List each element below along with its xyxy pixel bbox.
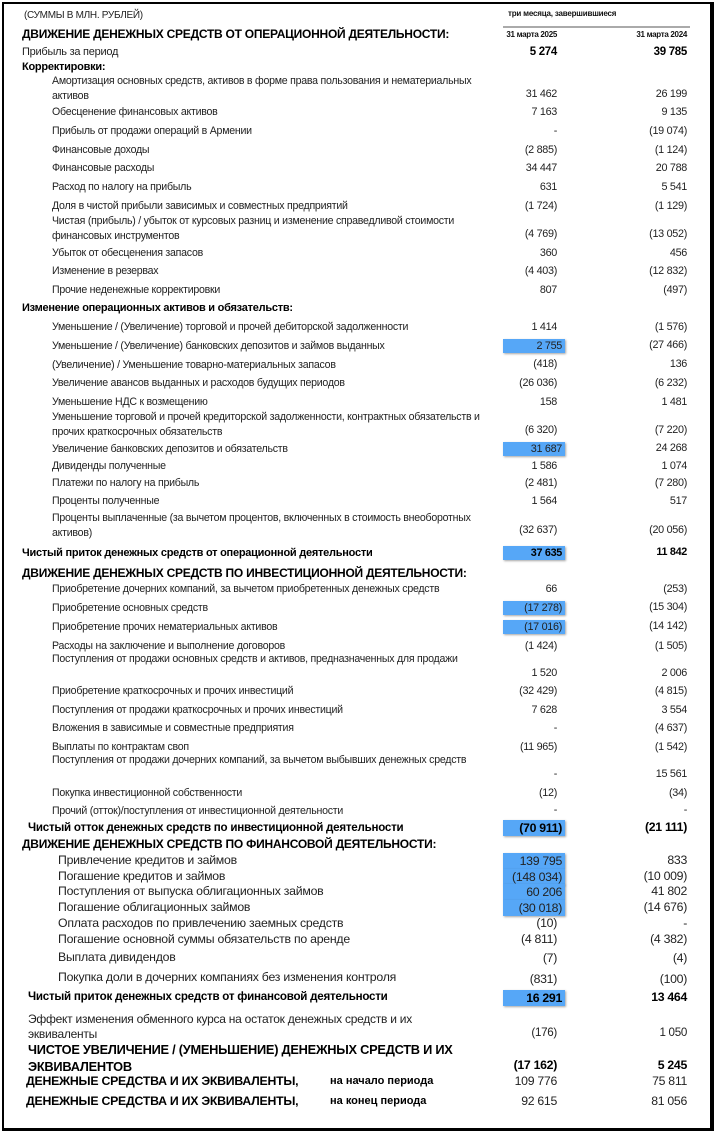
value-2025: 66 [545,583,557,595]
row-label: Чистый приток денежных средств от операционной деятельности [22,547,373,559]
units-note: (СУММЫ В МЛН. РУБЛЕЙ) [24,10,143,21]
row-label: Чистая (прибыль) / убыток от курсовых разниц и изменение справедливой стоимости финансовых инструментов [52,215,455,242]
value-2024: - [683,804,687,816]
highlighted-value-2025: 60 206 [503,884,565,900]
value-2024: 9 135 [661,106,687,118]
value-2025: (1 424) [524,640,557,652]
value-2024: (100) [659,972,687,986]
value-2025: (17 162) [513,1058,557,1072]
value-2025: (32 429) [519,685,557,697]
value-2024: (10 009) [643,869,687,883]
value-2024: 517 [669,495,687,507]
row-label: Чистый приток денежных средств от финансовой деятельности [28,990,388,1003]
row-label: Вложения в зависимые и совместные предприятия [52,722,294,734]
value-2025: 7 628 [531,704,557,716]
value-2025: (4 403) [524,265,557,277]
row-label: Поступления от продажи основных средств и активов, предназначенных для продажи [52,653,458,665]
row-label-suffix: на начало периода [330,1075,434,1087]
row-label: Уменьшение НДС к возмещению [52,396,208,408]
row-label: Поступления от выпуска облигационных займов [58,884,324,898]
value-2025: 807 [539,284,557,296]
row-label: ДВИЖЕНИЕ ДЕНЕЖНЫХ СРЕДСТВ ПО ФИНАНСОВОЙ ДЕЯТЕЛЬНОСТИ: [22,837,437,851]
value-2025: 1 586 [531,460,557,472]
row-label: Увеличение авансов выданных и расходов будущих периодов [52,377,345,389]
highlighted-value-2025: 31 687 [503,442,565,456]
row-label: Погашение основной суммы обязательств по аренде [58,932,350,946]
value-2025: 109 776 [514,1074,557,1088]
value-2024: 11 842 [656,546,687,558]
value-2025: (418) [533,358,557,370]
value-2024: (4) [672,951,687,965]
value-2024: (34) [668,787,687,799]
value-2024: 5 245 [657,1058,687,1072]
highlighted-value-2025: (17 278) [503,601,565,615]
value-2024: 136 [669,358,687,370]
value-2024: 81 056 [651,1094,687,1108]
row-label: Амортизация основных средств, активов в форме права пользования и нематериальных активов [52,75,472,102]
value-2025: (6 320) [524,424,557,436]
highlighted-value-2025: 37 635 [503,546,565,560]
value-2025: 1 414 [531,321,557,333]
row-label: Выплаты по контрактам своп [52,741,189,753]
value-2025: - [553,768,557,780]
value-2024: (4 382) [650,932,687,946]
value-2024: (253) [663,583,687,595]
row-label: Уменьшение / (Увеличение) торговой и прочей дебиторской задолженности [52,321,409,333]
row-label: Погашение облигационных займов [58,900,251,914]
row-label: Покупка доли в дочерних компаниях без изменения контроля [58,970,397,984]
value-2024: 13 464 [651,990,687,1004]
row-label: Изменение в резервах [52,265,159,277]
row-label: Дивиденды полученные [52,460,166,472]
value-2024: 39 785 [653,46,687,58]
row-label: ЧИСТОЕ УВЕЛИЧЕНИЕ / (УМЕНЬШЕНИЕ) ДЕНЕЖНЫХ СРЕДСТВ И ИХ ЭКВИВАЛЕНТОВ [28,1042,453,1074]
row-label: ДВИЖЕНИЕ ДЕНЕЖНЫХ СРЕДСТВ ПО ИНВЕСТИЦИОННОЙ ДЕЯТЕЛЬНОСТИ: [22,566,467,580]
value-2025: (831) [529,972,557,986]
row-label: Поступления от продажи краткосрочных и прочих инвестиций [52,704,343,716]
value-2024: (14 142) [649,620,687,632]
value-2025: - [553,125,557,137]
value-2025: (7) [542,951,557,965]
value-2024: (4 637) [654,722,687,734]
value-2025: 1 520 [531,667,557,679]
value-2024: (1 124) [654,144,687,156]
value-2024: (27 466) [649,339,687,351]
row-label: Приобретение основных средств [52,602,208,614]
value-2025: 1 564 [531,495,557,507]
value-2025: 7 163 [531,106,557,118]
value-2024: (4 815) [654,685,687,697]
value-2024: 1 050 [659,1026,687,1039]
value-2024: (7 280) [654,477,687,489]
row-label: Выплата дивидендов [58,950,176,964]
row-label: Финансовые расходы [52,162,155,174]
value-2025: 5 274 [529,46,557,58]
row-label: Приобретение краткосрочных и прочих инвестиций [52,685,294,697]
row-label: Поступления от продажи дочерних компаний, за вычетом выбывших денежных средств [52,754,467,766]
highlighted-value-2025: (17 016) [503,620,565,634]
row-label: Эффект изменения обменного курса на остаток денежных средств и их эквиваленты [28,1012,412,1041]
row-label: Уменьшение торговой и прочей кредиторской задолженности, контрактных обязательств и прочих краткосрочных обязательств [52,411,480,438]
value-2025: (32 637) [519,524,557,536]
value-2025: 34 447 [525,162,557,174]
row-label: Уменьшение / (Увеличение) банковских депозитов и займов выданных [52,340,385,352]
value-2025: 158 [539,396,557,408]
value-2024: 2 006 [661,667,687,679]
value-2024: 41 802 [651,884,687,898]
row-label: Увеличение банковских депозитов и обязательств [52,443,288,455]
value-2025: (2 885) [524,144,557,156]
row-label: Корректировки: [22,61,106,73]
value-2024: 5 541 [661,181,687,193]
value-2024: 26 199 [655,88,687,100]
value-2024: (497) [663,284,687,296]
value-2025: (1 724) [524,200,557,212]
row-label: Убыток от обесценения запасов [52,247,203,259]
value-2024: 15 561 [655,768,687,780]
value-2025: 360 [539,247,557,259]
row-label: Оплата расходов по привлечению заемных средств [58,916,344,930]
highlighted-value-2025: 2 755 [503,339,565,353]
row-label: Расходы на заключение и выполнение договоров [52,640,286,652]
value-2024: 3 554 [661,704,687,716]
row-label: Чистый отток денежных средств по инвестиционной деятельности [28,821,404,834]
period-header: три месяца, завершившиеся [508,9,617,18]
value-2025: - [553,804,557,816]
value-2024: (14 676) [643,900,687,914]
value-2024: 833 [667,853,687,867]
row-label: Финансовые доходы [52,144,150,156]
row-label: (Увеличение) / Уменьшение товарно-материальных запасов [52,359,336,371]
row-label: Изменение операционных активов и обязательств: [22,302,293,314]
highlighted-value-2025: (70 911) [503,820,565,836]
row-label: Проценты выплаченные (за вычетом процентов, включенных в стоимость внеоборотных активов) [52,512,471,539]
value-2024: (20 056) [649,524,687,536]
value-2024: (12 832) [649,265,687,277]
value-2024: - [683,916,687,930]
value-2025: 92 615 [521,1094,557,1108]
row-label: Проценты полученные [52,495,160,507]
column-header-2024: 31 марта 2024 [636,30,687,39]
value-2024: 456 [669,247,687,259]
highlighted-value-2025: (30 018) [503,900,565,916]
value-2024: 1 074 [661,460,687,472]
row-label: Прибыль от продажи операций в Армении [52,125,252,137]
highlighted-value-2025: 139 795 [503,853,565,869]
row-label: Погашение кредитов и займов [58,869,226,883]
row-label: Прочий (отток)/поступления от инвестиционной деятельности [52,805,344,817]
row-label: Приобретение дочерних компаний, за вычетом приобретенных денежных средств [52,583,440,595]
value-2024: (1 542) [654,741,687,753]
column-header-2025: 31 марта 2025 [506,30,557,39]
row-label: Обесценение финансовых активов [52,106,218,118]
value-2024: (1 129) [654,200,687,212]
value-2025: (12) [538,787,557,799]
value-2024: 20 788 [655,162,687,174]
row-label: Покупка инвестиционной собственности [52,787,243,799]
row-label: Прибыль за период [22,46,119,58]
value-2024: (6 232) [654,377,687,389]
value-2024: (7 220) [654,424,687,436]
value-2025: (176) [531,1026,557,1039]
value-2025: (4 769) [524,228,557,240]
value-2025: (10) [536,916,557,930]
value-2025: (26 036) [519,377,557,389]
value-2024: 24 268 [655,442,687,454]
value-2024: 75 811 [652,1074,687,1088]
row-label: Приобретение прочих нематериальных активов [52,621,278,633]
value-2024: (1 576) [654,321,687,333]
value-2024: (19 074) [649,125,687,137]
value-2025: (11 965) [519,741,557,753]
highlighted-value-2025: 16 291 [503,990,565,1006]
row-label: ДВИЖЕНИЕ ДЕНЕЖНЫХ СРЕДСТВ ОТ ОПЕРАЦИОННОЙ ДЕЯТЕЛЬНОСТИ: [22,27,450,41]
value-2024: (1 505) [654,640,687,652]
row-label-suffix: на конец периода [330,1095,427,1107]
value-2025: (4 811) [521,932,557,946]
row-label: Платежи по налогу на прибыль [52,477,200,489]
row-label: Доля в чистой прибыли зависимых и совместных предприятий [52,200,348,212]
row-label: ДЕНЕЖНЫЕ СРЕДСТВА И ИХ ЭКВИВАЛЕНТЫ, [26,1094,299,1108]
value-2024: (21 111) [644,820,687,834]
value-2025: - [553,722,557,734]
row-label: Расход по налогу на прибыль [52,181,192,193]
value-2024: 1 481 [661,396,687,408]
value-2025: (2 481) [524,477,557,489]
row-label: Прочие неденежные корректировки [52,284,221,296]
row-label: ДЕНЕЖНЫЕ СРЕДСТВА И ИХ ЭКВИВАЛЕНТЫ, [26,1074,299,1088]
value-2025: 31 462 [525,88,557,100]
value-2024: (15 304) [649,601,687,613]
value-2024: (13 052) [649,228,687,240]
row-label: Привлечение кредитов и займов [58,853,237,867]
value-2025: 631 [539,181,557,193]
highlighted-value-2025: (148 034) [503,869,565,885]
